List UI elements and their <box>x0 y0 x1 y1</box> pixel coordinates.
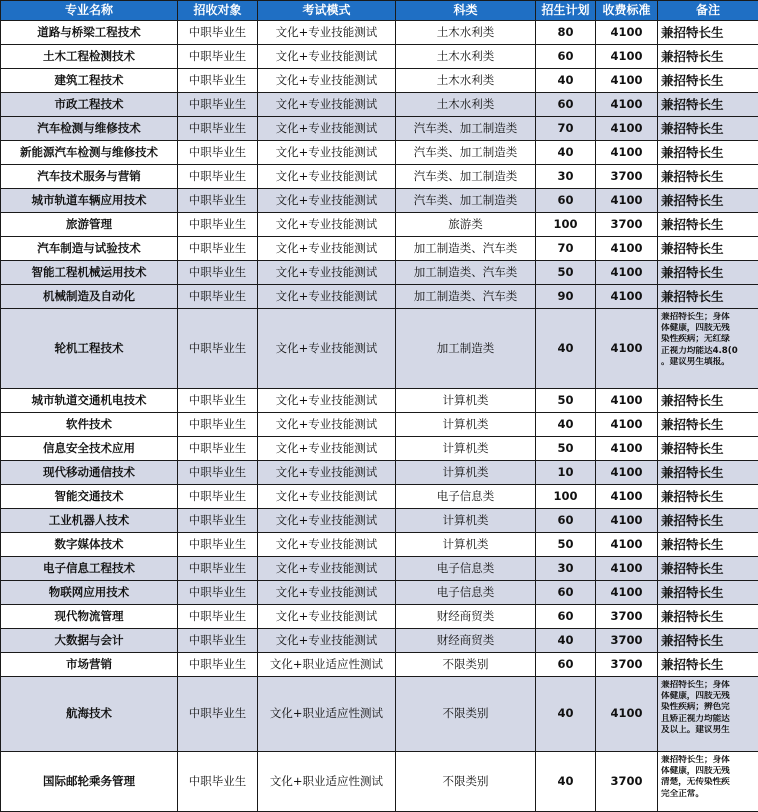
category-cell: 土木水利类 <box>396 21 536 45</box>
note-line: 染性疾病；无红绿 <box>661 334 758 345</box>
target-cell: 中职毕业生 <box>178 653 258 677</box>
exam-mode-cell: 文化+专业技能测试 <box>258 141 396 165</box>
note-line: 且矫正视力均能达 <box>661 714 758 725</box>
target-cell: 中职毕业生 <box>178 213 258 237</box>
major-cell: 现代移动通信技术 <box>1 461 178 485</box>
note-line: 正视力均能达4.8(0 <box>661 346 758 357</box>
plan-cell: 60 <box>536 605 596 629</box>
major-cell: 航海技术 <box>1 677 178 752</box>
plan-cell: 50 <box>536 261 596 285</box>
fee-cell: 4100 <box>596 141 658 165</box>
exam-mode-cell: 文化+专业技能测试 <box>258 437 396 461</box>
table-row <box>1 69 758 93</box>
category-cell: 计算机类 <box>396 437 536 461</box>
exam-mode-cell: 文化+专业技能测试 <box>258 237 396 261</box>
exam-mode-cell: 文化+专业技能测试 <box>258 261 396 285</box>
plan-cell: 50 <box>536 533 596 557</box>
plan-cell: 40 <box>536 629 596 653</box>
exam-mode-cell: 文化+专业技能测试 <box>258 309 396 389</box>
category-cell: 电子信息类 <box>396 485 536 509</box>
table-row <box>1 45 758 69</box>
plan-cell: 40 <box>536 69 596 93</box>
plan-cell: 60 <box>536 653 596 677</box>
note-line: 清楚，无传染性疾 <box>661 777 758 788</box>
target-cell: 中职毕业生 <box>178 141 258 165</box>
major-cell: 汽车检测与维修技术 <box>1 117 178 141</box>
exam-mode-cell: 文化+专业技能测试 <box>258 165 396 189</box>
table-row <box>1 677 758 752</box>
table-row <box>1 165 758 189</box>
target-cell: 中职毕业生 <box>178 389 258 413</box>
note-cell <box>658 117 758 141</box>
fee-cell: 4100 <box>596 677 658 752</box>
category-cell: 财经商贸类 <box>396 629 536 653</box>
exam-mode-cell: 文化+职业适应性测试 <box>258 653 396 677</box>
exam-mode-cell: 文化+专业技能测试 <box>258 413 396 437</box>
note-line: 及以上。建议男生 <box>661 725 758 736</box>
note-line: 兼招特长生 <box>661 121 758 136</box>
note-line: 兼招特长生 <box>661 73 758 88</box>
note-line: 兼招特长生 <box>661 537 758 552</box>
target-cell: 中职毕业生 <box>178 461 258 485</box>
fee-cell: 3700 <box>596 165 658 189</box>
table-row <box>1 189 758 213</box>
table-row <box>1 93 758 117</box>
note-cell <box>658 653 758 677</box>
note-cell <box>658 629 758 653</box>
note-line: 兼招特长生 <box>661 585 758 600</box>
major-cell: 软件技术 <box>1 413 178 437</box>
note-cell <box>658 93 758 117</box>
note-cell <box>658 485 758 509</box>
exam-mode-cell: 文化+专业技能测试 <box>258 605 396 629</box>
major-cell: 电子信息工程技术 <box>1 557 178 581</box>
major-cell: 道路与桥梁工程技术 <box>1 21 178 45</box>
exam-mode-cell: 文化+专业技能测试 <box>258 389 396 413</box>
note-line: 。建议男生填报。 <box>661 357 758 368</box>
target-cell: 中职毕业生 <box>178 557 258 581</box>
table-body <box>1 21 758 812</box>
category-cell: 加工制造类 <box>396 309 536 389</box>
major-cell: 新能源汽车检测与维修技术 <box>1 141 178 165</box>
exam-mode-cell: 文化+专业技能测试 <box>258 93 396 117</box>
table-row <box>1 557 758 581</box>
note-line: 兼招特长生 <box>661 193 758 208</box>
plan-cell: 50 <box>536 389 596 413</box>
note-cell <box>658 237 758 261</box>
fee-cell: 4100 <box>596 581 658 605</box>
category-cell: 土木水利类 <box>396 69 536 93</box>
target-cell: 中职毕业生 <box>178 117 258 141</box>
plan-cell: 80 <box>536 21 596 45</box>
note-cell <box>658 213 758 237</box>
fee-cell: 3700 <box>596 213 658 237</box>
note-cell <box>658 165 758 189</box>
note-line: 兼招特长生 <box>661 241 758 256</box>
category-cell: 电子信息类 <box>396 581 536 605</box>
plan-cell: 50 <box>536 437 596 461</box>
plan-cell: 60 <box>536 45 596 69</box>
category-cell: 汽车类、加工制造类 <box>396 141 536 165</box>
target-cell: 中职毕业生 <box>178 533 258 557</box>
plan-cell: 100 <box>536 213 596 237</box>
fee-cell: 3700 <box>596 653 658 677</box>
note-line: 染性疾病；辨色完 <box>661 702 758 713</box>
note-cell <box>658 413 758 437</box>
category-cell: 旅游类 <box>396 213 536 237</box>
major-cell: 工业机器人技术 <box>1 509 178 533</box>
table-row <box>1 437 758 461</box>
note-line: 兼招特长生；身体 <box>661 680 758 691</box>
note-line: 兼招特长生；身体 <box>661 312 758 323</box>
category-cell: 加工制造类、汽车类 <box>396 285 536 309</box>
header-note: 备注 <box>658 1 758 21</box>
table-row <box>1 485 758 509</box>
fee-cell: 4100 <box>596 285 658 309</box>
target-cell: 中职毕业生 <box>178 165 258 189</box>
table-row <box>1 141 758 165</box>
exam-mode-cell: 文化+专业技能测试 <box>258 581 396 605</box>
plan-cell: 10 <box>536 461 596 485</box>
plan-cell: 40 <box>536 677 596 752</box>
fee-cell: 4100 <box>596 189 658 213</box>
plan-cell: 90 <box>536 285 596 309</box>
note-line: 兼招特长生 <box>661 217 758 232</box>
exam-mode-cell: 文化+职业适应性测试 <box>258 752 396 812</box>
note-line: 兼招特长生 <box>661 513 758 528</box>
major-cell: 现代物流管理 <box>1 605 178 629</box>
table-header-row <box>1 1 758 21</box>
major-cell: 智能工程机械运用技术 <box>1 261 178 285</box>
fee-cell: 4100 <box>596 69 658 93</box>
table-row <box>1 509 758 533</box>
header-fee: 收费标准 <box>596 1 658 21</box>
major-cell: 市场营销 <box>1 653 178 677</box>
note-line: 兼招特长生 <box>661 561 758 576</box>
plan-cell: 60 <box>536 581 596 605</box>
note-cell <box>658 437 758 461</box>
category-cell: 加工制造类、汽车类 <box>396 237 536 261</box>
fee-cell: 4100 <box>596 413 658 437</box>
exam-mode-cell: 文化+专业技能测试 <box>258 189 396 213</box>
fee-cell: 4100 <box>596 437 658 461</box>
table-row <box>1 752 758 812</box>
note-line: 体健康，四肢无残 <box>661 766 758 777</box>
table-row <box>1 605 758 629</box>
target-cell: 中职毕业生 <box>178 93 258 117</box>
target-cell: 中职毕业生 <box>178 677 258 752</box>
table-row <box>1 629 758 653</box>
note-cell <box>658 677 758 752</box>
note-line: 兼招特长生 <box>661 633 758 648</box>
fee-cell: 4100 <box>596 117 658 141</box>
exam-mode-cell: 文化+职业适应性测试 <box>258 677 396 752</box>
note-line: 兼招特长生；身体 <box>661 755 758 766</box>
note-line: 兼招特长生 <box>661 97 758 112</box>
category-cell: 不限类别 <box>396 752 536 812</box>
target-cell: 中职毕业生 <box>178 509 258 533</box>
category-cell: 计算机类 <box>396 461 536 485</box>
major-cell: 物联网应用技术 <box>1 581 178 605</box>
note-cell <box>658 309 758 389</box>
category-cell: 汽车类、加工制造类 <box>396 165 536 189</box>
target-cell: 中职毕业生 <box>178 69 258 93</box>
table-row <box>1 285 758 309</box>
category-cell: 计算机类 <box>396 509 536 533</box>
major-cell: 旅游管理 <box>1 213 178 237</box>
note-line: 兼招特长生 <box>661 609 758 624</box>
major-cell: 轮机工程技术 <box>1 309 178 389</box>
fee-cell: 4100 <box>596 557 658 581</box>
exam-mode-cell: 文化+专业技能测试 <box>258 533 396 557</box>
category-cell: 加工制造类、汽车类 <box>396 261 536 285</box>
category-cell: 汽车类、加工制造类 <box>396 189 536 213</box>
exam-mode-cell: 文化+专业技能测试 <box>258 21 396 45</box>
table-row <box>1 461 758 485</box>
header-target: 招收对象 <box>178 1 258 21</box>
plan-cell: 60 <box>536 93 596 117</box>
fee-cell: 4100 <box>596 389 658 413</box>
note-line: 兼招特长生 <box>661 393 758 408</box>
major-cell: 汽车制造与试验技术 <box>1 237 178 261</box>
note-line: 兼招特长生 <box>661 489 758 504</box>
table-row <box>1 237 758 261</box>
fee-cell: 4100 <box>596 237 658 261</box>
note-cell <box>658 69 758 93</box>
note-line: 兼招特长生 <box>661 441 758 456</box>
category-cell: 电子信息类 <box>396 557 536 581</box>
note-line: 兼招特长生 <box>661 465 758 480</box>
fee-cell: 4100 <box>596 21 658 45</box>
table-row <box>1 117 758 141</box>
plan-cell: 40 <box>536 309 596 389</box>
category-cell: 计算机类 <box>396 533 536 557</box>
note-line: 完全正常。 <box>661 789 758 800</box>
note-cell <box>658 141 758 165</box>
plan-cell: 70 <box>536 117 596 141</box>
fee-cell: 4100 <box>596 45 658 69</box>
note-cell <box>658 605 758 629</box>
target-cell: 中职毕业生 <box>178 237 258 261</box>
category-cell: 计算机类 <box>396 389 536 413</box>
category-cell: 土木水利类 <box>396 93 536 117</box>
major-cell: 城市轨道车辆应用技术 <box>1 189 178 213</box>
category-cell: 不限类别 <box>396 653 536 677</box>
exam-mode-cell: 文化+专业技能测试 <box>258 45 396 69</box>
note-cell <box>658 581 758 605</box>
note-line: 兼招特长生 <box>661 265 758 280</box>
note-cell <box>658 45 758 69</box>
exam-mode-cell: 文化+专业技能测试 <box>258 69 396 93</box>
plan-cell: 30 <box>536 557 596 581</box>
major-cell: 智能交通技术 <box>1 485 178 509</box>
note-cell <box>658 461 758 485</box>
fee-cell: 4100 <box>596 461 658 485</box>
note-line: 兼招特长生 <box>661 49 758 64</box>
target-cell: 中职毕业生 <box>178 45 258 69</box>
target-cell: 中职毕业生 <box>178 581 258 605</box>
exam-mode-cell: 文化+专业技能测试 <box>258 461 396 485</box>
note-line: 体健康，四肢无残 <box>661 323 758 334</box>
note-line: 兼招特长生 <box>661 169 758 184</box>
table-row <box>1 21 758 45</box>
target-cell: 中职毕业生 <box>178 21 258 45</box>
target-cell: 中职毕业生 <box>178 629 258 653</box>
table-row <box>1 653 758 677</box>
fee-cell: 4100 <box>596 509 658 533</box>
plan-cell: 60 <box>536 509 596 533</box>
note-cell <box>658 533 758 557</box>
note-line: 兼招特长生 <box>661 289 758 304</box>
plan-cell: 70 <box>536 237 596 261</box>
fee-cell: 4100 <box>596 93 658 117</box>
plan-cell: 60 <box>536 189 596 213</box>
table-row <box>1 533 758 557</box>
major-cell: 城市轨道交通机电技术 <box>1 389 178 413</box>
fee-cell: 3700 <box>596 752 658 812</box>
category-cell: 不限类别 <box>396 677 536 752</box>
note-cell <box>658 509 758 533</box>
exam-mode-cell: 文化+专业技能测试 <box>258 557 396 581</box>
fee-cell: 4100 <box>596 261 658 285</box>
plan-cell: 100 <box>536 485 596 509</box>
major-cell: 数字媒体技术 <box>1 533 178 557</box>
exam-mode-cell: 文化+专业技能测试 <box>258 117 396 141</box>
major-cell: 大数据与会计 <box>1 629 178 653</box>
plan-cell: 40 <box>536 141 596 165</box>
header-major: 专业名称 <box>1 1 178 21</box>
header-category: 科类 <box>396 1 536 21</box>
table-row <box>1 309 758 389</box>
fee-cell: 4100 <box>596 485 658 509</box>
fee-cell: 3700 <box>596 629 658 653</box>
category-cell: 土木水利类 <box>396 45 536 69</box>
table-row <box>1 213 758 237</box>
note-cell <box>658 189 758 213</box>
target-cell: 中职毕业生 <box>178 752 258 812</box>
note-line: 兼招特长生 <box>661 657 758 672</box>
target-cell: 中职毕业生 <box>178 485 258 509</box>
major-cell: 汽车技术服务与营销 <box>1 165 178 189</box>
note-line: 兼招特长生 <box>661 145 758 160</box>
major-cell: 信息安全技术应用 <box>1 437 178 461</box>
note-line: 兼招特长生 <box>661 417 758 432</box>
plan-cell: 40 <box>536 752 596 812</box>
target-cell: 中职毕业生 <box>178 261 258 285</box>
fee-cell: 4100 <box>596 309 658 389</box>
note-line: 兼招特长生 <box>661 25 758 40</box>
exam-mode-cell: 文化+专业技能测试 <box>258 509 396 533</box>
note-line: 体健康，四肢无残 <box>661 691 758 702</box>
major-cell: 土木工程检测技术 <box>1 45 178 69</box>
note-cell <box>658 285 758 309</box>
category-cell: 计算机类 <box>396 413 536 437</box>
major-cell: 国际邮轮乘务管理 <box>1 752 178 812</box>
exam-mode-cell: 文化+专业技能测试 <box>258 629 396 653</box>
fee-cell: 3700 <box>596 605 658 629</box>
header-exam-mode: 考试模式 <box>258 1 396 21</box>
note-cell <box>658 21 758 45</box>
note-cell <box>658 261 758 285</box>
category-cell: 财经商贸类 <box>396 605 536 629</box>
major-cell: 机械制造及自动化 <box>1 285 178 309</box>
note-cell <box>658 752 758 812</box>
table-row <box>1 261 758 285</box>
note-cell <box>658 557 758 581</box>
major-cell: 市政工程技术 <box>1 93 178 117</box>
target-cell: 中职毕业生 <box>178 413 258 437</box>
plan-cell: 30 <box>536 165 596 189</box>
target-cell: 中职毕业生 <box>178 309 258 389</box>
exam-mode-cell: 文化+专业技能测试 <box>258 285 396 309</box>
note-cell <box>658 389 758 413</box>
target-cell: 中职毕业生 <box>178 285 258 309</box>
table-row <box>1 413 758 437</box>
table-row <box>1 581 758 605</box>
plan-cell: 40 <box>536 413 596 437</box>
exam-mode-cell: 文化+专业技能测试 <box>258 485 396 509</box>
target-cell: 中职毕业生 <box>178 189 258 213</box>
category-cell: 汽车类、加工制造类 <box>396 117 536 141</box>
header-plan: 招生计划 <box>536 1 596 21</box>
target-cell: 中职毕业生 <box>178 437 258 461</box>
fee-cell: 4100 <box>596 533 658 557</box>
table-row <box>1 389 758 413</box>
target-cell: 中职毕业生 <box>178 605 258 629</box>
major-cell: 建筑工程技术 <box>1 69 178 93</box>
exam-mode-cell: 文化+专业技能测试 <box>258 213 396 237</box>
